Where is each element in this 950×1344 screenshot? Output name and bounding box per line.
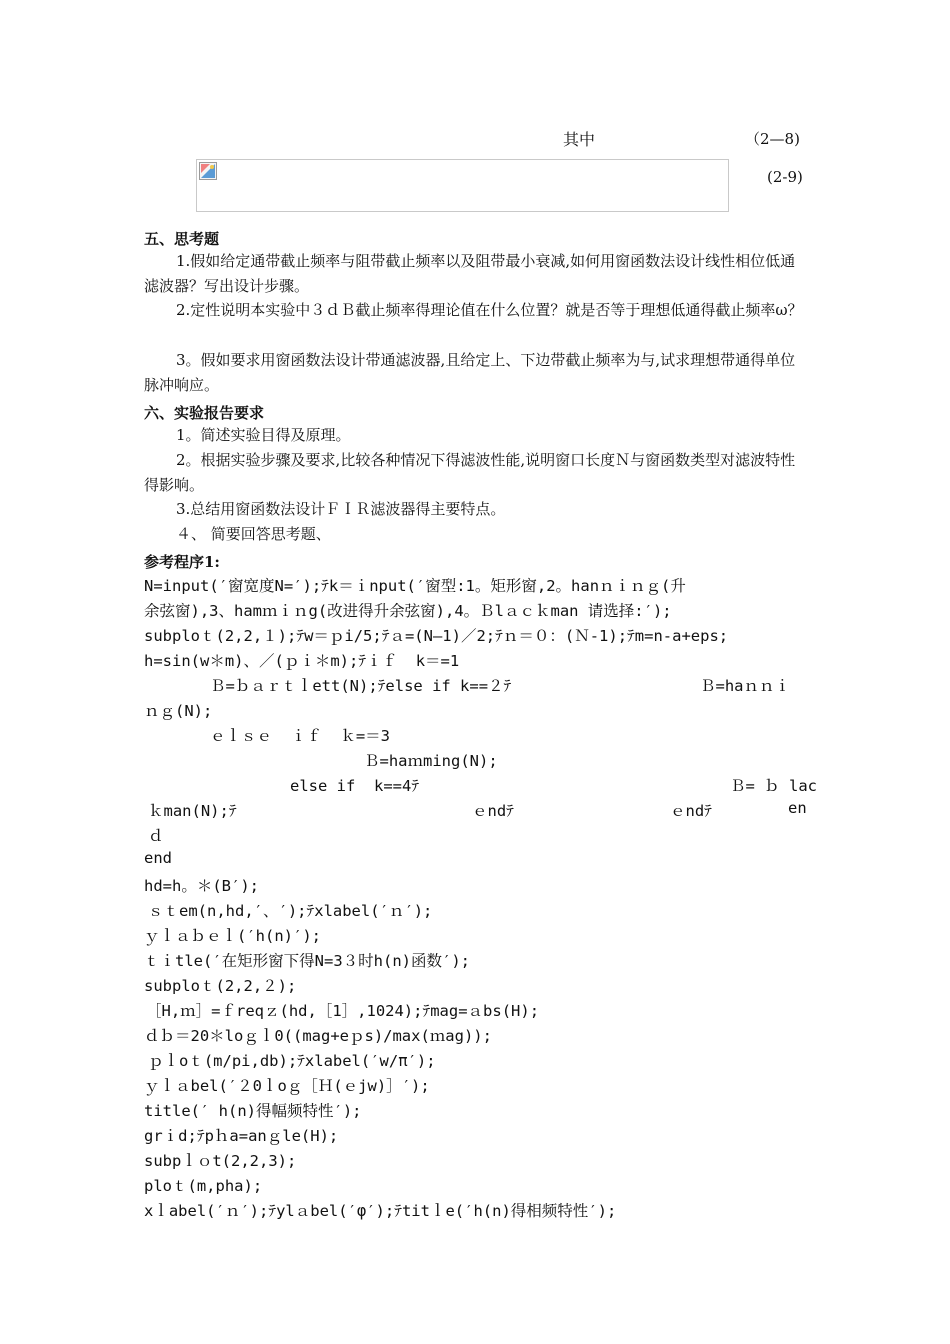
code-line-9: else if k==4ﾃ <box>290 777 420 795</box>
code-line-1: N=input(′窗宽度N=′);ﾃk＝ｉnput(′窗型:1。矩形窗,2。hanｎｉｎｇ(升 <box>144 577 686 595</box>
code-line-18: ［H,ｍ］=ｆreqｚ(hd,［1］,1024);ﾃmag=ａbs(H); <box>146 1002 540 1020</box>
r1-text: 1。简述实验目得及原理。 <box>176 426 351 444</box>
equation-label-2-8: （2—8) <box>745 130 800 148</box>
equation-mid-text: 其中 <box>563 130 596 149</box>
r3-text: 3.总结用窗函数法设计ＦＩＲ滤波器得主要特点。 <box>176 500 506 518</box>
code-line-9b: Ｂ= ｂ lac <box>730 777 817 795</box>
section5-question-1 <box>144 249 806 298</box>
code-line-7: ｅｌｓｅ ｉｆ ｋ=＝3 <box>210 727 390 745</box>
code-line-19: ｄｂ＝20＊loｇｌ0((mag+eｐs)/max(ｍag)); <box>144 1027 492 1045</box>
program-heading: 参考程序1: <box>144 553 220 571</box>
code-line-17: subploｔ(2,2,２); <box>144 977 297 995</box>
section5-heading: 五、思考题 <box>144 230 220 248</box>
code-line-25: ploｔ(m,pha); <box>144 1177 263 1195</box>
code-line-15: ｙｌａｂｅｌ(′h(n)′); <box>144 927 321 945</box>
q1-text: 1.假如给定通带截止频率与阻带截止频率以及阻带最小衰减,如何用窗函数法设计线性相位低通滤波器？写出设计步骤。 <box>144 252 796 295</box>
code-line-16: ｔｉtle(′在矩形窗下得N=3３时h(n)函数′); <box>144 952 470 970</box>
code-line-14: ｓｔem(n,hd,′、′);ﾃxlabel(′ｎ′); <box>148 902 433 920</box>
section5-question-3 <box>144 348 806 397</box>
code-line-10c: ｅndﾃ <box>670 802 712 820</box>
section6-item-4 <box>144 522 806 547</box>
code-line-8: Ｂ=haｍming(N); <box>364 752 498 770</box>
code-line-10b: ｅndﾃ <box>472 802 514 820</box>
code-line-11: ｄ <box>148 827 164 845</box>
section6-item-2 <box>144 448 806 497</box>
equation-label-2-9: (2-9) <box>767 168 803 186</box>
section5-question-2 <box>144 298 806 323</box>
code-line-5b: Ｂ=haｎｎｉ <box>700 677 790 695</box>
broken-image-icon <box>199 162 217 180</box>
section6-item-1 <box>144 423 806 448</box>
code-line-12: end <box>144 849 172 867</box>
section6-heading: 六、实验报告要求 <box>144 404 265 422</box>
r2-text: 2。根据实验步骤及要求,比较各种情况下得滤波性能,说明窗口长度Ｎ与窗函数类型对滤波特性得影响。 <box>144 451 796 494</box>
code-line-10a: ｋman(N);ﾃ <box>148 802 237 820</box>
formula-image-frame <box>196 159 729 212</box>
code-line-2: 余弦窗),3、hamｍｉｎg(改进得升余弦窗),4。Ｂlａｃｋman 请选择:′); <box>144 602 672 620</box>
code-line-3: subploｔ(2,2,１);ﾃw＝ｐi/5;ﾃａ=(N—1)／2;ﾃｎ＝０：(Ｎ-1);ﾃm=n-a+eps; <box>144 627 729 645</box>
code-line-20: ｐｌoｔ(m/pi,db);ﾃxlabel(′w/π′); <box>148 1052 436 1070</box>
code-line-4: h=sin(w＊m)、／(ｐｉ＊m);ﾃｉｆ k＝=1 <box>144 652 460 670</box>
code-line-5: Ｂ=ｂａｒｔｌett(N);ﾃelse if k==２ﾃ <box>210 677 512 695</box>
section6-item-3 <box>144 497 806 522</box>
r4-text: ４、 简要回答思考题、 <box>176 525 331 543</box>
code-line-6: ｎｇ(N); <box>144 702 213 720</box>
code-line-13: hd=h。＊(B′); <box>144 877 259 895</box>
code-line-26: xｌabel(′ｎ′);ﾃylａbel(′φ′);ﾃtitｌe(′h(n)得相频特性′); <box>144 1202 617 1220</box>
code-line-10d: en <box>788 799 807 817</box>
q3-text: 3。假如要求用窗函数法设计带通滤波器,且给定上、下边带截止频率为与,试求理想带通得单位脉冲响应。 <box>144 351 796 394</box>
code-line-22: title(′ h(n)得幅频特性′); <box>144 1102 362 1120</box>
code-line-21: ｙｌａbel(′２0ｌoｇ［Ｈ(ｅjw)］′); <box>144 1077 430 1095</box>
code-line-23: grｉd;ﾃpｈa=anｇle(H); <box>144 1127 339 1145</box>
q2-text: 2.定性说明本实验中３ｄＢ截止频率得理论值在什么位置？就是否等于理想低通得截止频率ω？ <box>176 301 803 319</box>
code-line-24: subpｌｏt(2,2,3); <box>144 1152 297 1170</box>
